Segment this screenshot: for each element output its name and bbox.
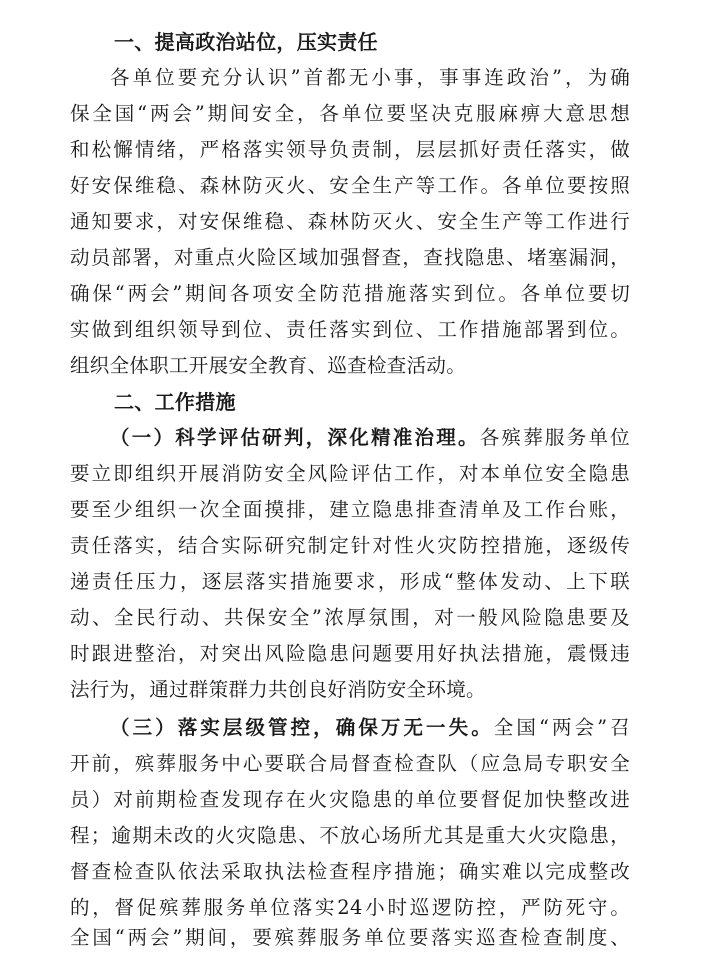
- paragraph-line: 保全国“两会”期间安全，各单位要坚决克服麻痹大意思想: [70, 102, 630, 125]
- paragraph-line: 督查检查队依法采取执法检查程序措施；确实难以完成整改: [70, 860, 630, 883]
- paragraph-line: 要立即组织开展消防安全风险评估工作，对本单位安全隐患: [70, 462, 630, 485]
- paragraph-line: 和松懈情绪，严格落实领导负责制，层层抓好责任落实，做: [70, 138, 630, 161]
- section-heading: 二、工作措施: [114, 390, 236, 414]
- subsection-first-line: [110, 422, 630, 454]
- paragraph-line: 确保“两会”期间各项安全防范措施落实到位。各单位要切: [70, 282, 630, 305]
- paragraph-line: 各单位要充分认识”首都无小事，事事连政治”，为确: [110, 66, 630, 89]
- paragraph-line: 员）对前期检查发现存在火灾隐患的单位要督促加快整改进: [70, 788, 630, 811]
- paragraph-line: 开前，殡葬服务中心要联合局督查检查队（应急局专职安全: [70, 752, 630, 775]
- paragraph-line: 全国“两会”期间，要殡葬服务单位要落实巡查检查制度、: [70, 926, 630, 949]
- paragraph-line: 实做到组织领导到位、责任落实到位、工作措施部署到位。: [70, 318, 630, 341]
- paragraph-line: 程；逾期未改的火灾隐患、不放心场所尤其是重大火灾隐患，: [70, 824, 630, 847]
- subsection-title: （三）落实层级管控，确保万无一失。: [110, 716, 494, 739]
- paragraph-line: 法行为，通过群策群力共创良好消防安全环境。: [70, 678, 486, 701]
- paragraph-line: 责任落实，结合实际研究制定针对性火灾防控措施，逐级传: [70, 534, 630, 557]
- section-heading: 一、提高政治站位，压实责任: [114, 30, 378, 54]
- paragraph-line: 好安保维稳、森林防灭火、安全生产等工作。各单位要按照: [70, 174, 630, 197]
- paragraph-line: 要至少组织一次全面摸排，建立隐患排查清单及工作台账，: [70, 498, 630, 521]
- paragraph-line: 组织全体职工开展安全教育、巡查检查活动。: [70, 354, 467, 377]
- paragraph-line: 通知要求，对安保维稳、森林防灭火、安全生产等工作进行: [70, 210, 630, 233]
- paragraph-line: 递责任压力，逐层落实措施要求，形成“整体发动、上下联: [70, 570, 630, 593]
- paragraph-line: 动、全民行动、共保安全”浓厚氛围，对一般风险隐患要及: [70, 606, 630, 629]
- subsection-first-line: [110, 712, 630, 744]
- subsection-text: 各殡葬服务单位: [479, 426, 630, 449]
- paragraph-line: 动员部署，对重点火险区域加强督查，查找隐患、堵塞漏洞，: [70, 246, 630, 269]
- paragraph-line: 的，督促殡葬服务单位落实24小时巡逻防控，严防死守。: [70, 896, 630, 919]
- paragraph-line: 时跟进整治，对突出风险隐患问题要用好执法措施，震慑违: [70, 642, 630, 665]
- subsection-title: （一）科学评估研判，深化精准治理。: [110, 426, 480, 449]
- subsection-text: 全国“两会”召: [493, 716, 630, 739]
